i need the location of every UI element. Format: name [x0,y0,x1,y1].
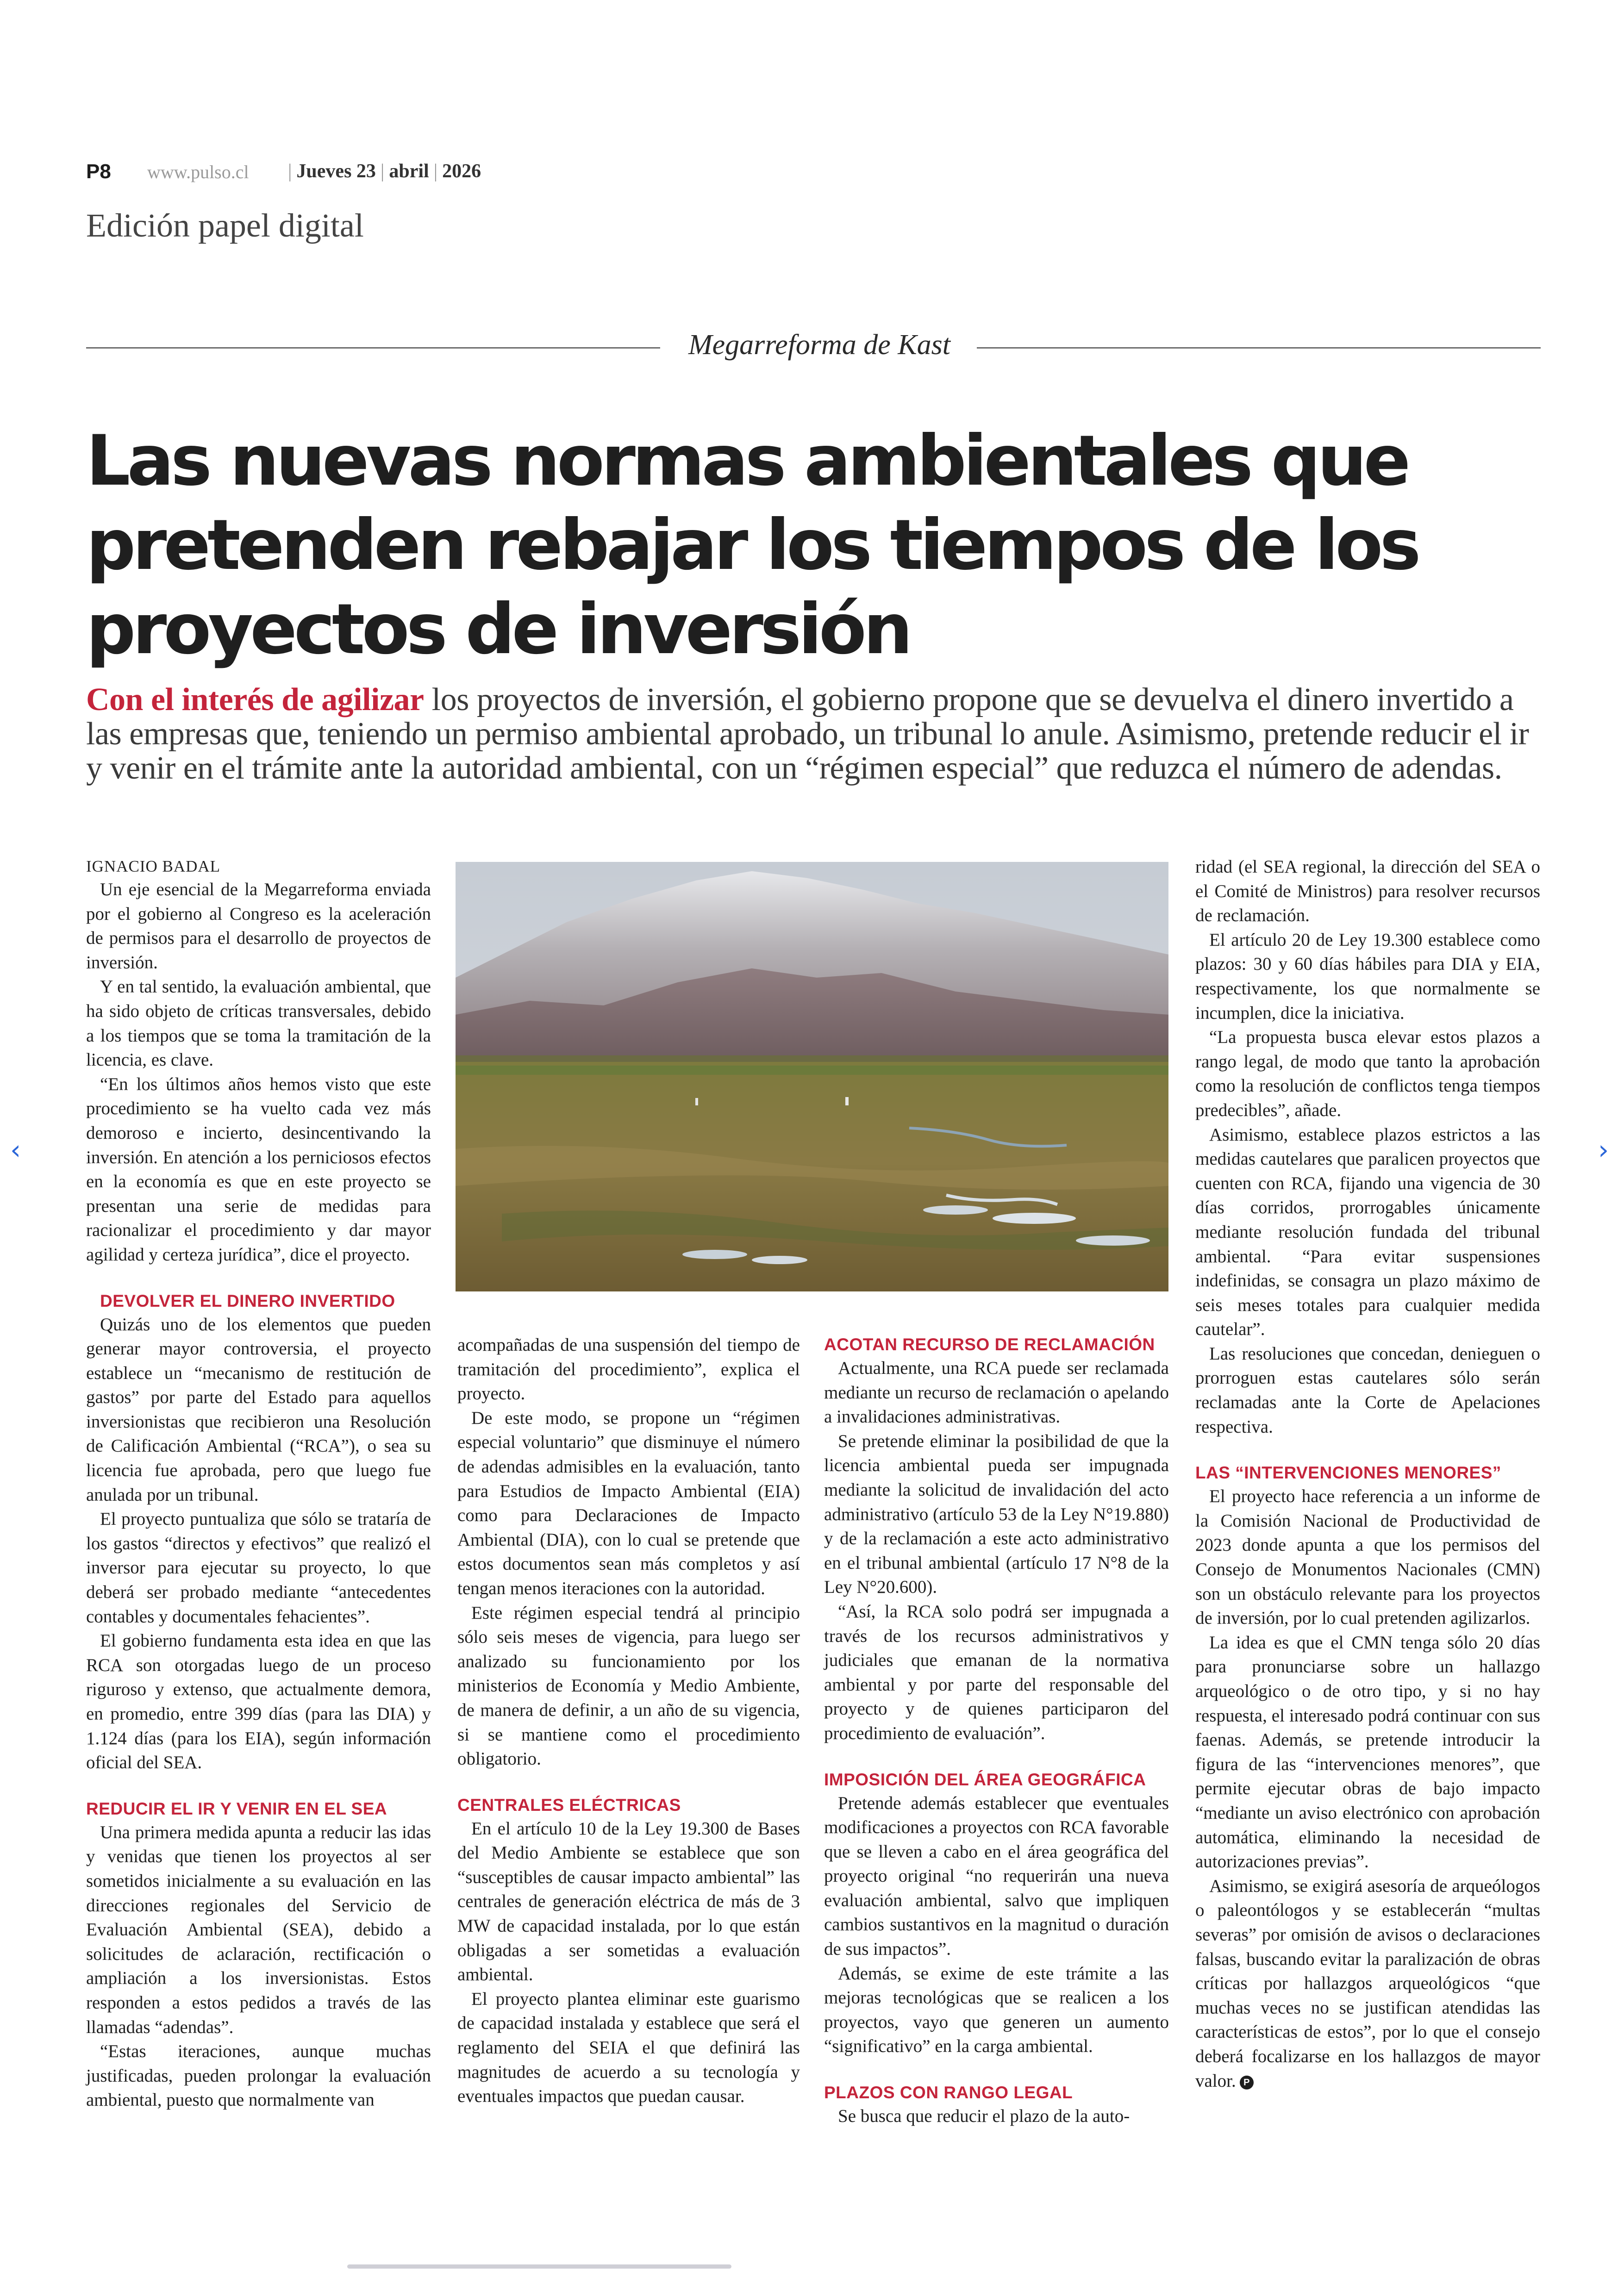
lead-highlight: Con el interés de agilizar [86,682,424,717]
byline: IGNACIO BADAL [86,857,221,875]
paragraph: El proyecto hace referencia a un informe de la Comisión Nacional de Productividad de 2023 donde apunta a que los permisos del Consejo de Monumentos Nacionales (CMN) son un obstáculo relevante para los proyectos de inversión, por lo cual pretenden agilizarlos. [1195,1486,1540,1628]
paragraph: El proyecto plantea eliminar este guarismo de capacidad instalada y establece que será el reglamento del SEIA el que definirá las magnitudes de acuerdo a su tecnología y eventuales impactos que puedan causar. [457,1989,800,2107]
paragraph: Este régimen especial tendrá al principio sólo seis meses de vigencia, para luego ser analizado su funcionamiento por los ministerios de Economía y Medio Ambiente, de manera de definir, a un año de su vigencia, si se mantiene como el procedimiento obligatorio. [457,1603,800,1769]
paragraph-text: Asimismo, se exigirá asesoría de arqueólogos o paleontólogos y se establecerán “multas severas” por omisión de avisos o declaraciones falsas, buscando evitar la paralización de obras críticas por hallazgos arqueológicos “que muchas veces no se justifican atendidas las características de estos”, por lo que el consejo deberá focalizarse en los hallazgos de mayor valor. [1195,1876,1540,2091]
paragraph: En el artículo 10 de la Ley 19.300 de Bases del Medio Ambiente se establece que son “susceptibles de causar impacto ambiental” las centrales de generación eléctrica de más de 3 MW de capacidad instalada, por lo que están obligadas a ser sometidas a evaluación ambiental. [457,1818,800,1985]
article-headline: Las nuevas normas ambientales que pretenden rebajar los tiempos de los proyectos de inversión [86,421,1418,670]
edition-label: Edición papel digital [86,207,364,244]
paragraph: “Así, la RCA solo podrá ser impugnada a través de los recursos administrativos y judiciales que emanan de la normativa ambiental y por parte del responsable del proyecto y de quienes participaron del procedimiento de evaluación”. [824,1601,1169,1743]
paragraph: Además, se exime de este trámite a las mejoras tecnológicas que se realicen a los proyectos, vayo que generen un aumento “significativo” en la carga ambiental. [824,1963,1169,2057]
subhead-intervenciones: LAS “INTERVENCIONES MENORES” [1195,1463,1501,1483]
subhead-centrales: CENTRALES ELÉCTRICAS [457,1795,681,1815]
subhead-imposicion: IMPOSICIÓN DEL ÁREA GEOGRÁFICA [824,1770,1146,1789]
paragraph: “La propuesta busca elevar estos plazos a rango legal, de modo que tanto la aprobación como la resolución de conflictos tenga tiempos predecibles”, añade. [1195,1027,1540,1120]
paragraph: “En los últimos años hemos visto que este procedimiento se ha vuelto cada vez más demoroso e incierto, desincentivando la inversión. En atención a los perniciosos efectos en la economía es que en este proyecto se presentan una serie de medidas para racionalizar el procedimiento y dar mayor agilidad y certeza jurídica”, dice el proyecto. [86,1074,431,1265]
paragraph: La idea es que el CMN tenga sólo 20 días para pronunciarse sobre un hallazgo arqueológico o de otro tipo, y si no hay respuesta, el interesado podrá continuar con sus faenas. Además, se pretende introducir la figura de las “intervenciones menores”, que permite ejecutar obras de bajo impacto “mediante un aviso electrónico con aprobación automática, eliminando la necesidad de autorizaciones previas”. [1195,1632,1540,1872]
next-page-chevron-icon[interactable]: › [1598,1134,1609,1166]
site-url[interactable]: www.pulso.cl [147,162,249,182]
article-column-3 [824,1333,1169,2129]
paragraph: Las resoluciones que concedan, denieguen o prorroguen estas cautelares sólo serán reclamadas ante la Corte de Apelaciones respectiva. [1195,1343,1540,1437]
paragraph: De este modo, se propone un “régimen especial voluntario” que disminuye el número de adendas admisibles en la evaluación, tanto para Estudios de Impacto Ambiental (EIA) como para Declaraciones de Impacto Ambiental (DIA), con lo cual se pretende que estos documentos sean más completos y así tengan menos iteraciones con la autoridad. [457,1408,800,1598]
section-kicker: Megarreforma de Kast [688,329,950,361]
paragraph: Quizás uno de los elementos que pueden generar mayor controversia, el proyecto establece un “mecanismo de restitución de gastos” por parte del Estado para aquellos inversionistas que recibieron una Resolución de Calificación Ambiental (“RCA”), o sea su licencia fue aprobada, pero que luego fue anulada por un tribunal. [86,1314,431,1505]
date-month: abril [389,161,429,182]
paragraph [1195,1874,1540,2093]
article-column-2 [457,1333,800,2109]
subhead-reducir: REDUCIR EL IR Y VENIR EN EL SEA [86,1799,387,1818]
page-number: P8 [86,160,111,183]
paragraph: “Estas iteraciones, aunque muchas justificadas, pueden prolongar la evaluación ambiental, puesto que normalmente van [86,2041,431,2110]
landscape-photo [456,862,1168,1291]
issue-date: | Jueves 23 | abril | 2026 [288,161,481,182]
paragraph: Asimismo, establece plazos estrictos a las medidas cautelares que paralicen proyectos que cuenten con RCA, fijando una vigencia de 30 días corridos, prorrogables únicamente mediante resolución fundada del tribunal ambiental. “Para evitar suspensiones indefinidas, se consagra un plazo máximo de seis meses totales para cualquier medida cautelar”. [1195,1124,1540,1340]
subhead-plazos: PLAZOS CON RANGO LEGAL [824,2083,1073,2102]
paragraph: acompañadas de una suspensión del tiempo de tramitación del procedimiento”, explica el proyecto. [457,1335,800,1404]
end-of-article-icon: P [1240,2076,1254,2089]
article-column-1 [86,878,431,2113]
paragraph: Una primera medida apunta a reducir las idas y venidas que tienen los proyectos al ser sometidos inicialmente a su evaluación en las direcciones regionales del Servicio de Evaluación Ambiental (SEA), debido a solicitudes de aclaración, rectificación o ampliación a los inversionistas. Estos responden a estos pedidos a través de las llamadas “adendas”. [86,1822,431,2037]
kicker-rule-right [977,347,1541,349]
paragraph: ridad (el SEA regional, la dirección del SEA o el Comité de Ministros) para resolver recursos de reclamación. [1195,857,1540,926]
subhead-devolver: DEVOLVER EL DINERO INVERTIDO [100,1291,395,1310]
subhead-acotan: ACOTAN RECURSO DE RECLAMACIÓN [824,1335,1155,1354]
kicker-rule-left [86,347,660,349]
paragraph: Se busca que reducir el plazo de la auto- [838,2106,1130,2127]
paragraph: El gobierno fundamenta esta idea en que las RCA son otorgadas luego de un proceso riguroso y extenso, que actualmente demora, en promedio, entre 399 días (para las DIA) y 1.124 días (para los EIA), según información oficial del SEA. [86,1631,431,1773]
article-lead [86,683,1535,786]
paragraph: El proyecto puntualiza que sólo se trataría de los gastos “directos y efectivos” que realizó el inversor para ejecutar su proyecto, lo que deberá ser probado mediante “antecedentes contables y documentales fehacientes”. [86,1509,431,1627]
date-day: Jueves 23 [296,161,376,182]
lead-text: los proyectos de inversión, el gobierno propone que se devuelva el dinero invertido a las empresas que, teniendo un permiso ambiental aprobado, un tribunal lo anule. Asimismo, pretende reducir el ir y venir en el trámite ante la autoridad ambiental, con un “régimen especial” que reduzca el número de adendas. [86,682,1529,786]
paragraph: Se pretende eliminar la posibilidad de que la licencia ambiental pueda ser impugnada mediante la solicitud de invalidación del acto administrativo (artículo 53 de la Ley N°19.880) y de la reclamación a este acto administrativo en el tribunal ambiental (artículo 17 N°8 de la Ley N°20.600). [824,1431,1169,1597]
paragraph: Pretende además establecer que eventuales modificaciones a proyectos con RCA favorable que se lleven a cabo en el área geográfica del proyecto original “no requerirán una nueva evaluación ambiental, salvo que impliquen cambios sustantivos en la magnitud o duración de sus impactos”. [824,1793,1169,1959]
paragraph: Un eje esencial de la Megarreforma enviada por el gobierno al Congreso es la aceleración de permisos para el desarrollo de proyectos de inversión. [86,879,431,973]
article-column-4 [1195,855,1540,2093]
paragraph: Y en tal sentido, la evaluación ambiental, que ha sido objeto de críticas transversales, debido a los tiempos que se toma la tramitación de la licencia, es clave. [86,977,431,1070]
date-year: 2026 [442,161,481,182]
horizontal-scrollbar[interactable] [347,2264,731,2269]
paragraph: Actualmente, una RCA puede ser reclamada mediante un recurso de reclamación o apelando a invalidaciones administrativas. [824,1358,1169,1427]
prev-page-chevron-icon[interactable]: ‹ [10,1134,21,1166]
paragraph: El artículo 20 de Ley 19.300 establece como plazos: 30 y 60 días hábiles para DIA y EIA, respectivamente, los que normalmente se incumplen, dice la iniciativa. [1195,929,1540,1023]
